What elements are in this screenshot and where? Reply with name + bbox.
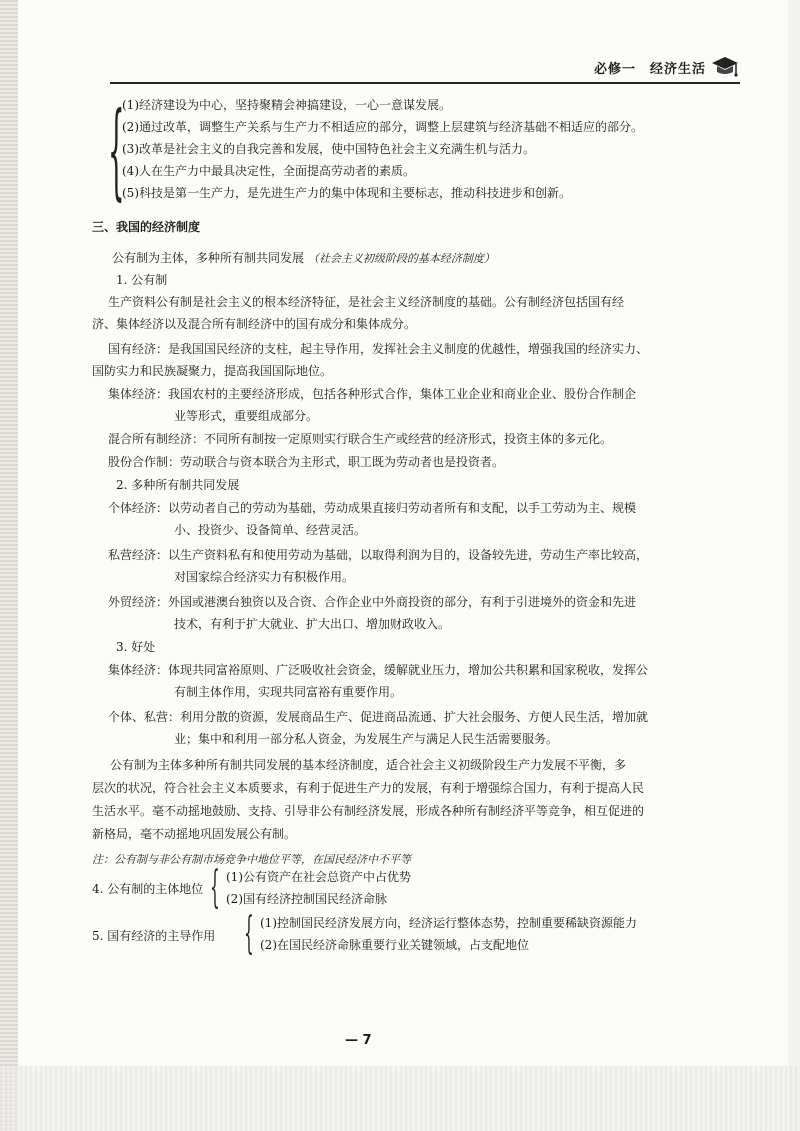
- public-para-line-2: 济、集体经济以及混合所有制经济中的国有成分和集体成分。: [92, 317, 417, 331]
- mixed-economy: 混合所有制经济：不同所有制按一定原则实行联合生产或经营的经济形式，投资主体的多元化。: [108, 432, 613, 446]
- header-title: 必修一 经济生活: [593, 62, 706, 77]
- benefit-individual-private-line-2: 业；集中和利用一部分私人资金，为发展生产与满足人民生活需要服务。: [174, 732, 559, 746]
- scan-noise-strip: [0, 1066, 800, 1131]
- multi-ownership-heading: 2. 多种所有制共同发展: [116, 478, 240, 492]
- share-cooperative: 股份合作制：劳动联合与资本联合为主形式，职工既为劳动者也是投资者。: [108, 455, 505, 469]
- main-status-label: 4. 公有制的主体地位: [92, 882, 204, 896]
- individual-economy-line-1: 个体经济：以劳动者自己的劳动为基础，劳动成果直接归劳动者所有和支配，以手工劳动为主、规模: [108, 501, 637, 515]
- leading-role-brace: {: [244, 908, 254, 959]
- main-status-item-1: (1)公有资产在社会总资产中占优势: [226, 870, 411, 884]
- leading-role-label: 5. 国有经济的主导作用: [92, 929, 216, 943]
- foreign-economy-line-1: 外贸经济：外国或港澳台独资以及合资、合作企业中外商投资的部分，有利于引进境外的资金和先进: [108, 595, 637, 609]
- public-heading: 1. 公有制: [116, 273, 168, 287]
- summary-note: 注：公有制与非公有制市场竞争中地位平等，在国民经济中不平等: [92, 853, 411, 866]
- collective-economy-line-1: 集体经济：我国农村的主要经济形成，包括各种形式合作，集体工业企业和商业企业、股份合作制企: [108, 387, 637, 401]
- list1-item-4: (4)人在生产力中最具决定性，全面提高劳动者的素质。: [122, 164, 416, 178]
- benefit-collective-line-2: 有制主体作用，实现共同富裕有重要作用。: [174, 685, 403, 699]
- individual-economy-line-2: 小、投资少、设备简单、经营灵活。: [174, 523, 367, 537]
- page-edge-texture: [0, 0, 18, 1131]
- graduation-cap-icon: [710, 54, 740, 78]
- summary-line-3: 生活水平。毫不动摇地鼓励、支持、引导非公有制经济发展，形成各种所有制经济平等竞争，相互促进的: [92, 804, 645, 818]
- main-status-item-2: (2)国有经济控制国民经济命脉: [226, 892, 387, 906]
- benefits-heading: 3. 好处: [116, 640, 156, 654]
- summary-line-4: 新格局，毫不动摇地巩固发展公有制。: [92, 827, 297, 841]
- state-economy-line-1: 国有经济：是我国国民经济的支柱，起主导作用，发挥社会主义制度的优越性，增强我国的经济实力、: [108, 342, 649, 356]
- summary-line-2: 层次的状况，符合社会主义本质要求，有利于促进生产力的发展，有利于增强综合国力，有利于提高人民: [92, 781, 645, 795]
- leading-role-item-1: (1)控制国民经济发展方向，经济运行整体态势，控制重要稀缺资源能力: [260, 916, 638, 930]
- private-economy-line-1: 私营经济：以生产资料私有和使用劳动为基础，以取得利润为目的，设备较先进，劳动生产率比较高，: [108, 548, 649, 562]
- summary-line-1: 公有制为主体多种所有制共同发展的基本经济制度，适合社会主义初级阶段生产力发展不平衡，多: [110, 758, 627, 772]
- basic-system-text: 公有制为主体，多种所有制共同发展: [112, 251, 305, 265]
- benefit-individual-private-line-1: 个体、私营：利用分散的资源，发展商品生产、促进商品流通、扩大社会服务、方便人民生活，增加就: [108, 710, 649, 724]
- list1-item-1: (1)经济建设为中心，坚持聚精会神搞建设，一心一意谋发展。: [122, 98, 452, 112]
- page-header: [110, 52, 740, 84]
- main-status-brace: {: [210, 862, 220, 913]
- basic-system-line: [112, 249, 495, 266]
- public-para-line-1: 生产资料公有制是社会主义的根本经济特征，是社会主义经济制度的基础。公有制经济包括国有经: [108, 295, 625, 309]
- page-number: — 7: [345, 1033, 372, 1048]
- foreign-economy-line-2: 技术，有利于扩大就业、扩大出口、增加财政收入。: [174, 617, 451, 631]
- list1-item-5: (5)科技是第一生产力，是先进生产力的集中体现和主要标志，推动科技进步和创新。: [122, 186, 572, 200]
- list1-item-2: (2)通过改革，调整生产关系与生产力不相适应的部分，调整上层建筑与经济基础不相适应的部分。: [122, 120, 644, 134]
- collective-economy-line-2: 业等形式，重要组成部分。: [174, 409, 319, 423]
- list1-brace: {: [108, 89, 125, 211]
- list1-item-3: (3)改革是社会主义的自我完善和发展，使中国特色社会主义充满生机与活力。: [122, 142, 536, 156]
- section-3-title: 三、我国的经济制度: [92, 220, 201, 234]
- basic-system-note: （社会主义初级阶段的基本经济制度）: [307, 252, 495, 265]
- benefit-collective-line-1: 集体经济：体现共同富裕原则、广泛吸收社会资金，缓解就业压力，增加公共积累和国家税收，发挥公: [108, 663, 649, 677]
- state-economy-line-2: 国防实力和民族凝聚力，提高我国国际地位。: [92, 364, 333, 378]
- leading-role-item-2: (2)在国民经济命脉重要行业关键领域，占支配地位: [260, 938, 529, 952]
- private-economy-line-2: 对国家综合经济实力有积极作用。: [174, 570, 355, 584]
